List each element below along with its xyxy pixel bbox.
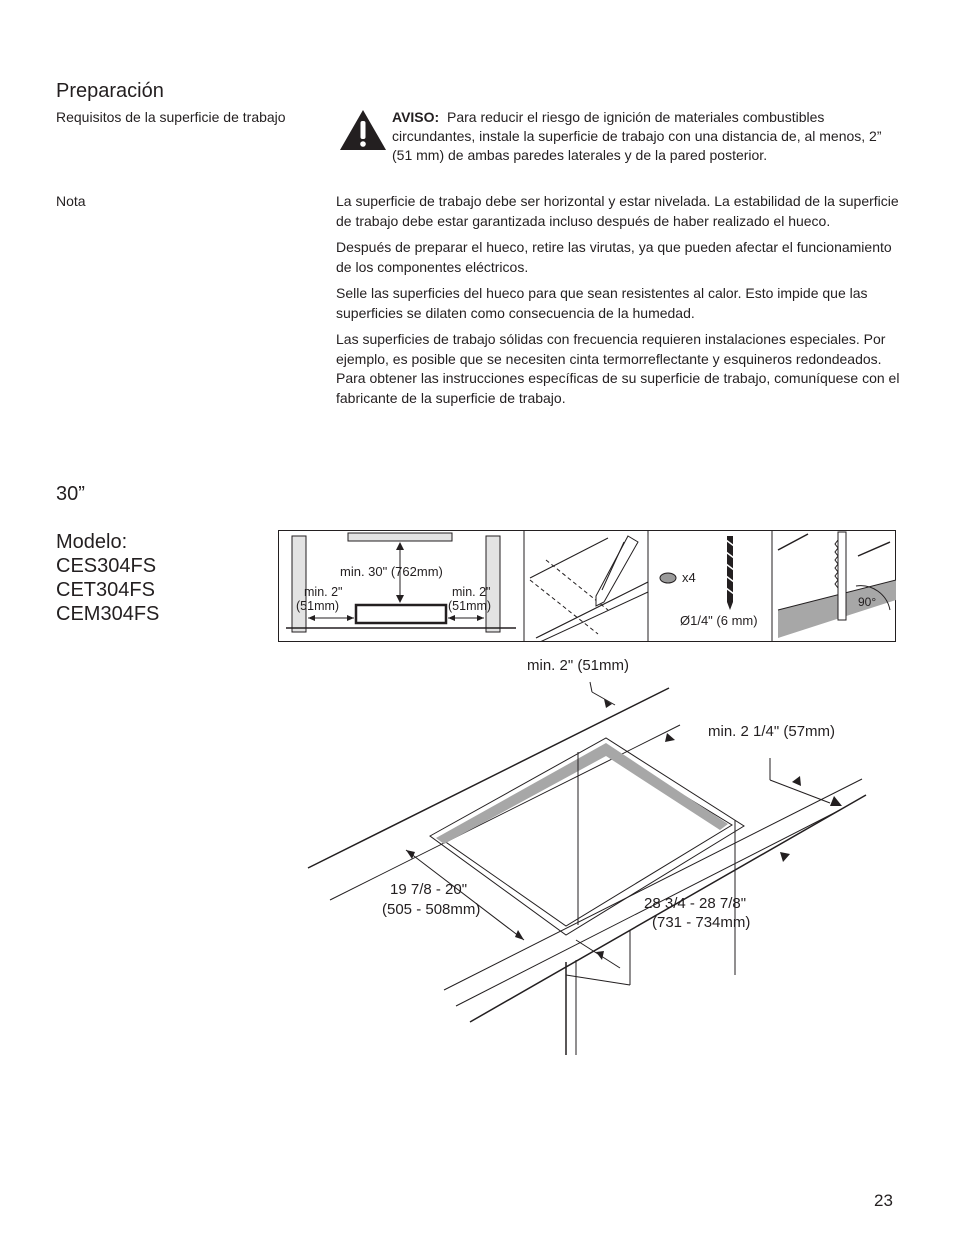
angle-label: 90° xyxy=(858,595,877,609)
section-title: Preparación xyxy=(56,80,164,102)
depth-mm: (505 - 508mm) xyxy=(382,901,481,918)
drill-size: Ø1/4" (6 mm) xyxy=(680,613,758,628)
installation-steps-strip xyxy=(278,530,896,642)
note-paragraph: Después de preparar el hueco, retire las virutas, ya que pueden afectar el funcionamiento de los componentes eléctricos. xyxy=(336,239,892,275)
width-inches: 28 3/4 - 28 7/8" xyxy=(644,895,747,912)
warning-triangle-icon xyxy=(338,108,388,152)
note-paragraph: Selle las superficies del hueco para que sean resistentes al calor. Esto impide que las superficies se dilaten como consecuencia de la humedad. xyxy=(336,285,868,321)
model-label: Modelo: xyxy=(56,531,128,553)
model-name: CEM304FS xyxy=(56,603,160,625)
warning-label: AVISO: xyxy=(392,109,440,125)
note-body xyxy=(336,192,902,415)
page-number: 23 xyxy=(874,1191,893,1210)
warning-text xyxy=(392,108,902,165)
note-paragraph: Las superficies de trabajo sólidas con frecuencia requieren instalaciones especiales. Por ejemplo, es posible que se necesiten cinta termorreflectante y esquineros redondeados. Para obtener las instrucciones específicas de su superficie de trabajo, comuníquese con el fabricante de la superficie de trabajo. xyxy=(336,331,900,406)
model-name: CET304FS xyxy=(56,579,155,601)
strip-min-left-mm: (51mm) xyxy=(296,599,340,613)
note-label: Nota xyxy=(56,193,86,209)
width-mm: (731 - 734mm) xyxy=(652,914,751,931)
strip-min-left: min. 2" xyxy=(304,585,343,599)
cutout-diagram xyxy=(300,650,900,1060)
strip-min-top: min. 30" (762mm) xyxy=(340,564,443,579)
warning-body: Para reducir el riesgo de ignición de materiales combustibles circundantes, instale la superficie de trabajo con una distancia de, al menos, 2” (51 mm) de ambas paredes laterales y de la pared posterior. xyxy=(392,109,882,163)
note-paragraph: La superficie de trabajo debe ser horizontal y estar nivelada. La estabilidad de la superficie de trabajo debe estar garantizada incluso después de haber realizado el hueco. xyxy=(336,193,899,229)
model-size: 30” xyxy=(56,483,85,505)
model-block xyxy=(56,482,159,626)
clearance-back: min. 2" (51mm) xyxy=(527,657,630,674)
model-name: CES304FS xyxy=(56,555,157,577)
screw-count: x4 xyxy=(682,570,696,585)
strip-min-right-mm: (51mm) xyxy=(448,599,492,613)
clearance-front: min. 2 1/4" (57mm) xyxy=(708,723,836,740)
section-subtitle: Requisitos de la superficie de trabajo xyxy=(56,109,286,125)
strip-min-right: min. 2" xyxy=(452,585,491,599)
depth-inches: 19 7/8 - 20" xyxy=(390,881,468,898)
